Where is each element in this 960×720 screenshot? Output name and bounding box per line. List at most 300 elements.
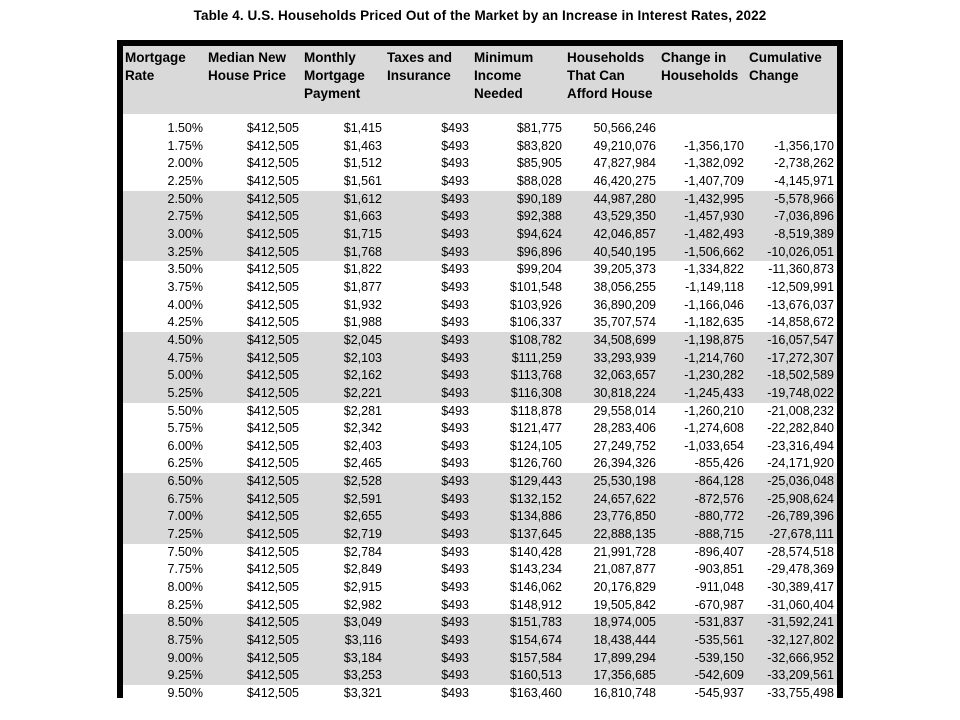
cell-change-in-households: -1,506,662 (659, 244, 747, 262)
cell-change-in-households: -1,274,608 (659, 420, 747, 438)
cell-minimum-income: $116,308 (472, 385, 565, 403)
column-header-line: Payment (304, 86, 361, 101)
cell-median-house-price: $412,505 (206, 226, 302, 244)
cell-change-in-households: -1,382,092 (659, 155, 747, 173)
cell-mortgage-rate: 8.25% (123, 597, 206, 615)
cell-minimum-income: $132,152 (472, 491, 565, 509)
cell-minimum-income: $148,912 (472, 597, 565, 615)
table-row (123, 597, 837, 615)
cell-households-afford: 50,566,246 (565, 120, 659, 138)
cell-minimum-income: $134,886 (472, 508, 565, 526)
cell-monthly-payment: $2,045 (302, 332, 385, 350)
cell-taxes-insurance: $493 (385, 155, 472, 173)
cell-cumulative-change: -33,755,498 (747, 685, 837, 703)
cell-median-house-price: $412,505 (206, 244, 302, 262)
cell-median-house-price: $412,505 (206, 667, 302, 685)
cell-mortgage-rate: 2.00% (123, 155, 206, 173)
cell-change-in-households: -1,214,760 (659, 350, 747, 368)
cell-monthly-payment: $2,221 (302, 385, 385, 403)
cell-change-in-households: -1,198,875 (659, 332, 747, 350)
cell-taxes-insurance: $493 (385, 297, 472, 315)
table-row (123, 226, 837, 244)
cell-minimum-income: $90,189 (472, 191, 565, 209)
cell-households-afford: 43,529,350 (565, 208, 659, 226)
cell-minimum-income: $99,204 (472, 261, 565, 279)
cell-households-afford: 36,890,209 (565, 297, 659, 315)
cell-minimum-income: $94,624 (472, 226, 565, 244)
cell-minimum-income: $151,783 (472, 614, 565, 632)
table-row (123, 208, 837, 226)
cell-minimum-income: $85,905 (472, 155, 565, 173)
cell-median-house-price: $412,505 (206, 367, 302, 385)
cell-cumulative-change: -31,060,404 (747, 597, 837, 615)
cell-minimum-income: $143,234 (472, 561, 565, 579)
cell-monthly-payment: $2,162 (302, 367, 385, 385)
cell-change-in-households: -545,937 (659, 685, 747, 703)
cell-change-in-households: -542,609 (659, 667, 747, 685)
cell-mortgage-rate: 3.50% (123, 261, 206, 279)
column-header-line: Mortgage (304, 68, 365, 83)
cell-minimum-income: $83,820 (472, 138, 565, 156)
cell-mortgage-rate: 7.50% (123, 544, 206, 562)
cell-median-house-price: $412,505 (206, 455, 302, 473)
cell-cumulative-change: -19,748,022 (747, 385, 837, 403)
cell-taxes-insurance: $493 (385, 544, 472, 562)
cell-households-afford: 33,293,939 (565, 350, 659, 368)
cell-monthly-payment: $1,715 (302, 226, 385, 244)
cell-median-house-price: $412,505 (206, 561, 302, 579)
cell-monthly-payment: $1,663 (302, 208, 385, 226)
cell-monthly-payment: $1,768 (302, 244, 385, 262)
cell-monthly-payment: $2,281 (302, 403, 385, 421)
table-row (123, 667, 837, 685)
cell-monthly-payment: $3,116 (302, 632, 385, 650)
cell-households-afford: 26,394,326 (565, 455, 659, 473)
cell-minimum-income: $137,645 (472, 526, 565, 544)
table-row (123, 155, 837, 173)
cell-households-afford: 46,420,275 (565, 173, 659, 191)
cell-median-house-price: $412,505 (206, 297, 302, 315)
cell-households-afford: 20,176,829 (565, 579, 659, 597)
table-row (123, 685, 837, 703)
cell-mortgage-rate: 7.25% (123, 526, 206, 544)
cell-households-afford: 39,205,373 (565, 261, 659, 279)
column-header-monthly-payment (302, 46, 385, 114)
cell-median-house-price: $412,505 (206, 155, 302, 173)
cell-change-in-households: -670,987 (659, 597, 747, 615)
cell-cumulative-change: -31,592,241 (747, 614, 837, 632)
cell-minimum-income: $160,513 (472, 667, 565, 685)
cell-households-afford: 35,707,574 (565, 314, 659, 332)
cell-cumulative-change: -18,502,589 (747, 367, 837, 385)
cell-cumulative-change: -11,360,873 (747, 261, 837, 279)
cell-cumulative-change: -33,209,561 (747, 667, 837, 685)
cell-taxes-insurance: $493 (385, 597, 472, 615)
cell-households-afford: 24,657,622 (565, 491, 659, 509)
cell-median-house-price: $412,505 (206, 279, 302, 297)
table-body (123, 114, 837, 703)
cell-households-afford: 42,046,857 (565, 226, 659, 244)
cell-households-afford: 22,888,135 (565, 526, 659, 544)
cell-households-afford: 16,810,748 (565, 685, 659, 703)
cell-taxes-insurance: $493 (385, 561, 472, 579)
column-header-line: Rate (125, 68, 155, 83)
cell-change-in-households: -880,772 (659, 508, 747, 526)
cell-taxes-insurance: $493 (385, 120, 472, 138)
cell-monthly-payment: $2,403 (302, 438, 385, 456)
column-header-line: That Can (567, 68, 625, 83)
cell-minimum-income: $111,259 (472, 350, 565, 368)
cell-mortgage-rate: 6.00% (123, 438, 206, 456)
cell-taxes-insurance: $493 (385, 667, 472, 685)
cell-change-in-households: -1,245,433 (659, 385, 747, 403)
cell-mortgage-rate: 2.25% (123, 173, 206, 191)
cell-monthly-payment: $3,321 (302, 685, 385, 703)
table-row (123, 614, 837, 632)
cell-median-house-price: $412,505 (206, 438, 302, 456)
cell-households-afford: 23,776,850 (565, 508, 659, 526)
cell-minimum-income: $88,028 (472, 173, 565, 191)
cell-taxes-insurance: $493 (385, 244, 472, 262)
column-header-line: Minimum (474, 50, 534, 65)
cell-monthly-payment: $1,415 (302, 120, 385, 138)
cell-taxes-insurance: $493 (385, 226, 472, 244)
cell-taxes-insurance: $493 (385, 491, 472, 509)
cell-minimum-income: $96,896 (472, 244, 565, 262)
table-row (123, 650, 837, 668)
cell-households-afford: 32,063,657 (565, 367, 659, 385)
table-row (123, 297, 837, 315)
cell-mortgage-rate: 7.75% (123, 561, 206, 579)
column-header-cumulative-change (747, 46, 837, 114)
cell-change-in-households: -1,432,995 (659, 191, 747, 209)
cell-minimum-income: $140,428 (472, 544, 565, 562)
cell-change-in-households: -911,048 (659, 579, 747, 597)
cell-monthly-payment: $1,463 (302, 138, 385, 156)
cell-minimum-income: $106,337 (472, 314, 565, 332)
column-header-line: Households (567, 50, 645, 65)
cell-monthly-payment: $2,982 (302, 597, 385, 615)
table-row (123, 526, 837, 544)
cell-monthly-payment: $1,612 (302, 191, 385, 209)
cell-mortgage-rate: 6.50% (123, 473, 206, 491)
cell-taxes-insurance: $493 (385, 403, 472, 421)
table-row (123, 403, 837, 421)
cell-minimum-income: $154,674 (472, 632, 565, 650)
table-row (123, 438, 837, 456)
cell-cumulative-change: -25,036,048 (747, 473, 837, 491)
cell-mortgage-rate: 2.75% (123, 208, 206, 226)
cell-households-afford: 28,283,406 (565, 420, 659, 438)
cell-taxes-insurance: $493 (385, 261, 472, 279)
cell-cumulative-change: -7,036,896 (747, 208, 837, 226)
cell-households-afford: 38,056,255 (565, 279, 659, 297)
cell-monthly-payment: $3,184 (302, 650, 385, 668)
cell-mortgage-rate: 4.25% (123, 314, 206, 332)
cell-change-in-households: -1,407,709 (659, 173, 747, 191)
table-row (123, 261, 837, 279)
cell-mortgage-rate: 9.25% (123, 667, 206, 685)
cell-change-in-households: -888,715 (659, 526, 747, 544)
cell-monthly-payment: $3,253 (302, 667, 385, 685)
cell-mortgage-rate: 3.75% (123, 279, 206, 297)
cell-taxes-insurance: $493 (385, 650, 472, 668)
cell-median-house-price: $412,505 (206, 314, 302, 332)
cell-median-house-price: $412,505 (206, 350, 302, 368)
cell-median-house-price: $412,505 (206, 685, 302, 703)
cell-change-in-households: -1,182,635 (659, 314, 747, 332)
cell-monthly-payment: $2,655 (302, 508, 385, 526)
cell-taxes-insurance: $493 (385, 350, 472, 368)
cell-change-in-households: -1,334,822 (659, 261, 747, 279)
cell-households-afford: 21,991,728 (565, 544, 659, 562)
column-header-line: Change (749, 68, 799, 83)
cell-households-afford: 49,210,076 (565, 138, 659, 156)
table-row (123, 279, 837, 297)
cell-cumulative-change: -12,509,991 (747, 279, 837, 297)
cell-median-house-price: $412,505 (206, 208, 302, 226)
column-header-line: Change in (661, 50, 727, 65)
table-row (123, 138, 837, 156)
cell-mortgage-rate: 9.50% (123, 685, 206, 703)
cell-cumulative-change: -5,578,966 (747, 191, 837, 209)
cell-median-house-price: $412,505 (206, 650, 302, 668)
cell-households-afford: 17,356,685 (565, 667, 659, 685)
table-row (123, 367, 837, 385)
cell-median-house-price: $412,505 (206, 632, 302, 650)
cell-monthly-payment: $2,103 (302, 350, 385, 368)
cell-monthly-payment: $2,528 (302, 473, 385, 491)
cell-cumulative-change: -32,127,802 (747, 632, 837, 650)
cell-mortgage-rate: 3.00% (123, 226, 206, 244)
cell-taxes-insurance: $493 (385, 367, 472, 385)
cell-change-in-households: -896,407 (659, 544, 747, 562)
cell-minimum-income: $103,926 (472, 297, 565, 315)
cell-cumulative-change: -16,057,547 (747, 332, 837, 350)
cell-monthly-payment: $1,512 (302, 155, 385, 173)
cell-mortgage-rate: 1.50% (123, 120, 206, 138)
table-frame (117, 40, 843, 698)
cell-change-in-households: -855,426 (659, 455, 747, 473)
cell-mortgage-rate: 9.00% (123, 650, 206, 668)
cell-households-afford: 25,530,198 (565, 473, 659, 491)
cell-taxes-insurance: $493 (385, 455, 472, 473)
cell-minimum-income: $124,105 (472, 438, 565, 456)
column-header-line: Income (474, 68, 522, 83)
cell-monthly-payment: $2,719 (302, 526, 385, 544)
cell-cumulative-change: -23,316,494 (747, 438, 837, 456)
cell-change-in-households: -535,561 (659, 632, 747, 650)
cell-median-house-price: $412,505 (206, 191, 302, 209)
cell-median-house-price: $412,505 (206, 473, 302, 491)
table-title: Table 4. U.S. Households Priced Out of the Market by an Increase in Interest Rates, 2022 (193, 8, 767, 23)
header-row (123, 46, 837, 114)
cell-monthly-payment: $2,784 (302, 544, 385, 562)
cell-taxes-insurance: $493 (385, 685, 472, 703)
cell-mortgage-rate: 8.75% (123, 632, 206, 650)
cell-change-in-households: -1,457,930 (659, 208, 747, 226)
cell-monthly-payment: $2,849 (302, 561, 385, 579)
cell-mortgage-rate: 8.50% (123, 614, 206, 632)
table-row (123, 544, 837, 562)
cell-taxes-insurance: $493 (385, 385, 472, 403)
cell-households-afford: 27,249,752 (565, 438, 659, 456)
cell-change-in-households: -1,356,170 (659, 138, 747, 156)
cell-cumulative-change: -8,519,389 (747, 226, 837, 244)
column-header-households-afford (565, 46, 659, 114)
cell-change-in-households: -864,128 (659, 473, 747, 491)
cell-median-house-price: $412,505 (206, 614, 302, 632)
cell-taxes-insurance: $493 (385, 138, 472, 156)
table-row (123, 632, 837, 650)
cell-median-house-price: $412,505 (206, 138, 302, 156)
cell-households-afford: 18,438,444 (565, 632, 659, 650)
cell-change-in-households: -1,260,210 (659, 403, 747, 421)
column-header-median-house-price (206, 46, 302, 114)
cell-change-in-households: -531,837 (659, 614, 747, 632)
cell-taxes-insurance: $493 (385, 279, 472, 297)
cell-minimum-income: $81,775 (472, 120, 565, 138)
cell-monthly-payment: $1,932 (302, 297, 385, 315)
table-row (123, 473, 837, 491)
cell-median-house-price: $412,505 (206, 597, 302, 615)
cell-cumulative-change (747, 120, 837, 138)
cell-cumulative-change: -26,789,396 (747, 508, 837, 526)
cell-monthly-payment: $1,822 (302, 261, 385, 279)
column-header-change-in-households (659, 46, 747, 114)
cell-minimum-income: $121,477 (472, 420, 565, 438)
cell-taxes-insurance: $493 (385, 438, 472, 456)
column-header-line: House Price (208, 68, 287, 83)
table-row (123, 332, 837, 350)
cell-minimum-income: $118,878 (472, 403, 565, 421)
cell-taxes-insurance: $493 (385, 191, 472, 209)
table-row (123, 350, 837, 368)
cell-monthly-payment: $3,049 (302, 614, 385, 632)
cell-minimum-income: $92,388 (472, 208, 565, 226)
cell-cumulative-change: -22,282,840 (747, 420, 837, 438)
column-header-taxes-insurance (385, 46, 472, 114)
table-row (123, 508, 837, 526)
cell-mortgage-rate: 7.00% (123, 508, 206, 526)
cell-median-house-price: $412,505 (206, 579, 302, 597)
cell-taxes-insurance: $493 (385, 314, 472, 332)
cell-change-in-households (659, 120, 747, 138)
cell-change-in-households: -1,033,654 (659, 438, 747, 456)
cell-minimum-income: $113,768 (472, 367, 565, 385)
cell-minimum-income: $126,760 (472, 455, 565, 473)
cell-change-in-households: -1,482,493 (659, 226, 747, 244)
cell-mortgage-rate: 6.75% (123, 491, 206, 509)
cell-monthly-payment: $2,591 (302, 491, 385, 509)
cell-households-afford: 47,827,984 (565, 155, 659, 173)
cell-minimum-income: $157,584 (472, 650, 565, 668)
cell-cumulative-change: -10,026,051 (747, 244, 837, 262)
cell-mortgage-rate: 5.75% (123, 420, 206, 438)
cell-taxes-insurance: $493 (385, 508, 472, 526)
cell-households-afford: 29,558,014 (565, 403, 659, 421)
cell-median-house-price: $412,505 (206, 420, 302, 438)
cell-households-afford: 30,818,224 (565, 385, 659, 403)
cell-mortgage-rate: 8.00% (123, 579, 206, 597)
cell-minimum-income: $146,062 (472, 579, 565, 597)
cell-mortgage-rate: 2.50% (123, 191, 206, 209)
cell-cumulative-change: -24,171,920 (747, 455, 837, 473)
cell-taxes-insurance: $493 (385, 473, 472, 491)
cell-mortgage-rate: 1.75% (123, 138, 206, 156)
column-header-line: Monthly (304, 50, 356, 65)
cell-cumulative-change: -17,272,307 (747, 350, 837, 368)
cell-cumulative-change: -4,145,971 (747, 173, 837, 191)
cell-households-afford: 19,505,842 (565, 597, 659, 615)
cell-median-house-price: $412,505 (206, 385, 302, 403)
cell-mortgage-rate: 5.00% (123, 367, 206, 385)
cell-taxes-insurance: $493 (385, 579, 472, 597)
cell-monthly-payment: $2,342 (302, 420, 385, 438)
cell-change-in-households: -872,576 (659, 491, 747, 509)
cell-cumulative-change: -13,676,037 (747, 297, 837, 315)
cell-mortgage-rate: 6.25% (123, 455, 206, 473)
cell-change-in-households: -903,851 (659, 561, 747, 579)
column-header-line: Needed (474, 86, 523, 101)
cell-mortgage-rate: 5.25% (123, 385, 206, 403)
cell-mortgage-rate: 5.50% (123, 403, 206, 421)
cell-monthly-payment: $1,877 (302, 279, 385, 297)
column-header-line: Households (661, 68, 739, 83)
cell-mortgage-rate: 4.75% (123, 350, 206, 368)
column-header-mortgage-rate (123, 46, 206, 114)
cell-monthly-payment: $1,988 (302, 314, 385, 332)
cell-change-in-households: -1,230,282 (659, 367, 747, 385)
cell-households-afford: 18,974,005 (565, 614, 659, 632)
cell-cumulative-change: -1,356,170 (747, 138, 837, 156)
cell-taxes-insurance: $493 (385, 208, 472, 226)
table-row (123, 244, 837, 262)
cell-households-afford: 44,987,280 (565, 191, 659, 209)
cell-taxes-insurance: $493 (385, 173, 472, 191)
cell-monthly-payment: $2,915 (302, 579, 385, 597)
column-header-minimum-income (472, 46, 565, 114)
cell-taxes-insurance: $493 (385, 420, 472, 438)
cell-monthly-payment: $2,465 (302, 455, 385, 473)
cell-cumulative-change: -29,478,369 (747, 561, 837, 579)
cell-mortgage-rate: 4.50% (123, 332, 206, 350)
table-row (123, 385, 837, 403)
cell-minimum-income: $101,548 (472, 279, 565, 297)
cell-change-in-households: -1,166,046 (659, 297, 747, 315)
cell-cumulative-change: -30,389,417 (747, 579, 837, 597)
cell-cumulative-change: -14,858,672 (747, 314, 837, 332)
table-row (123, 420, 837, 438)
cell-taxes-insurance: $493 (385, 632, 472, 650)
cell-median-house-price: $412,505 (206, 173, 302, 191)
table-row (123, 191, 837, 209)
column-header-line: Insurance (387, 68, 451, 83)
cell-cumulative-change: -25,908,624 (747, 491, 837, 509)
table-row (123, 173, 837, 191)
cell-minimum-income: $129,443 (472, 473, 565, 491)
column-header-line: Cumulative (749, 50, 822, 65)
column-header-line: Mortgage (125, 50, 186, 65)
cell-median-house-price: $412,505 (206, 403, 302, 421)
cell-households-afford: 40,540,195 (565, 244, 659, 262)
cell-median-house-price: $412,505 (206, 120, 302, 138)
cell-change-in-households: -1,149,118 (659, 279, 747, 297)
cell-households-afford: 34,508,699 (565, 332, 659, 350)
cell-taxes-insurance: $493 (385, 614, 472, 632)
cell-median-house-price: $412,505 (206, 261, 302, 279)
cell-cumulative-change: -27,678,111 (747, 526, 837, 544)
